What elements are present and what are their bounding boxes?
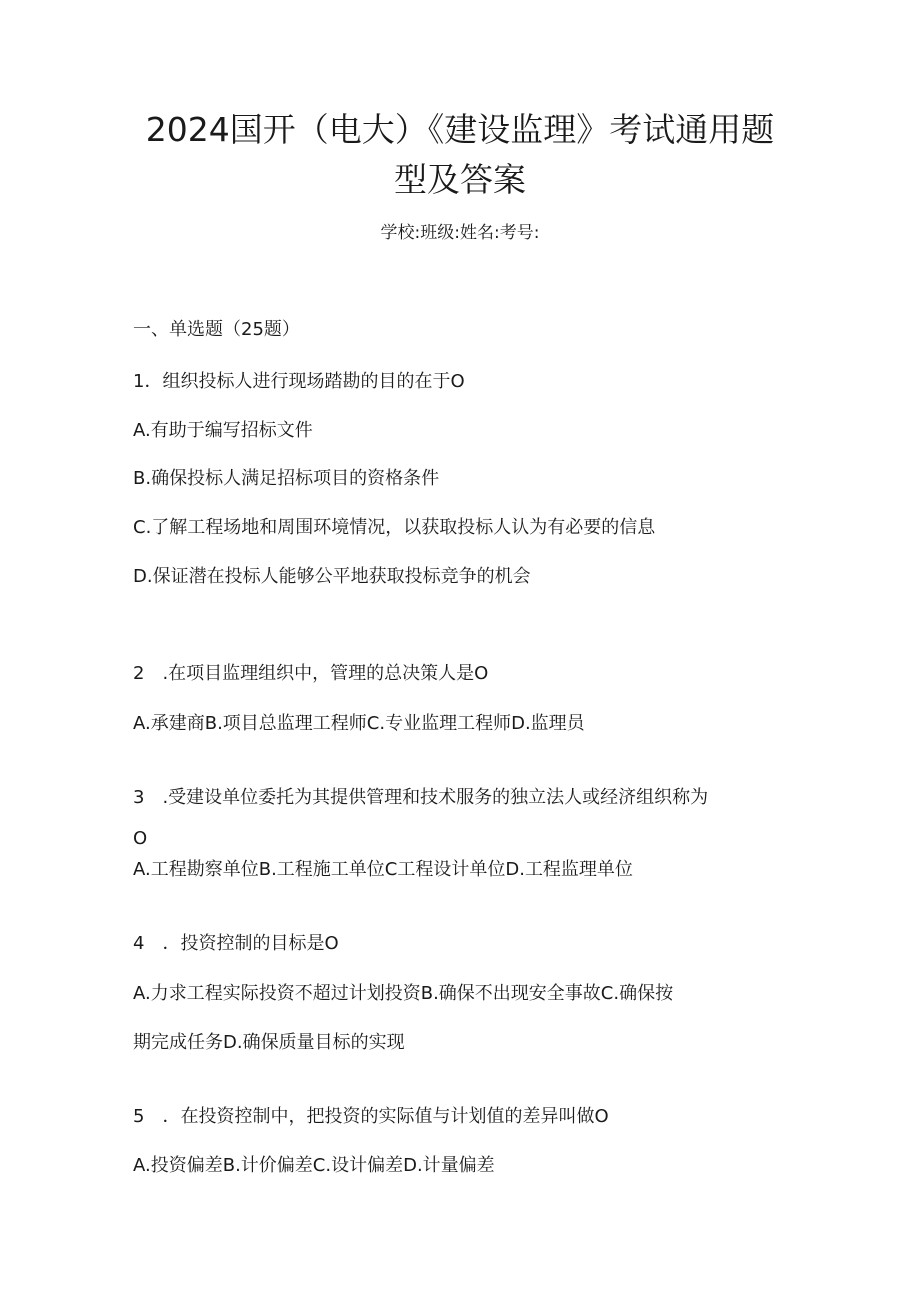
document-title-line-1: 2024国开（电大）《建设监理》考试通用题 [145,110,775,149]
question-1-option-a: A.有助于编写招标文件 [133,420,313,441]
question-1-option-b: B.确保投标人满足招标项目的资格条件 [133,468,440,489]
question-1-stem: 1．组织投标人进行现场踏勘的目的在于O [133,371,465,392]
question-5-stem: 5 ．在投资控制中，把投资的实际值与计划值的差异叫做O [133,1106,609,1127]
question-1-option-c: C.了解工程场地和周围环境情况，以获取投标人认为有必要的信息 [133,517,656,538]
question-3-options: A.工程勘察单位B.工程施工单位C工程设计单位D.工程监理单位 [133,859,633,880]
question-4-options-continued: 期完成任务D.确保质量目标的实现 [133,1032,405,1053]
question-2-stem: 2 .在项目监理组织中，管理的总决策人是O [133,663,489,684]
question-4-stem: 4 ．投资控制的目标是O [133,933,339,954]
question-3-stem-continued: O [133,828,148,849]
question-1-option-d: D.保证潜在投标人能够公平地获取投标竞争的机会 [133,566,531,587]
question-5-options: A.投资偏差B.计价偏差C.设计偏差D.计量偏差 [133,1155,495,1176]
question-3-stem: 3 .受建设单位委托为其提供管理和技术服务的独立法人或经济组织称为 [133,787,709,808]
section-heading: 一、单选题（25题） [133,319,300,340]
question-4-options: A.力求工程实际投资不超过计划投资B.确保不出现安全事故C.确保按 [133,983,674,1004]
document-title-line-2: 型及答案 [394,160,526,199]
student-info-line: 学校:班级:姓名:考号: [380,223,540,243]
question-2-options: A.承建商B.项目总监理工程师C.专业监理工程师D.监理员 [133,713,585,734]
